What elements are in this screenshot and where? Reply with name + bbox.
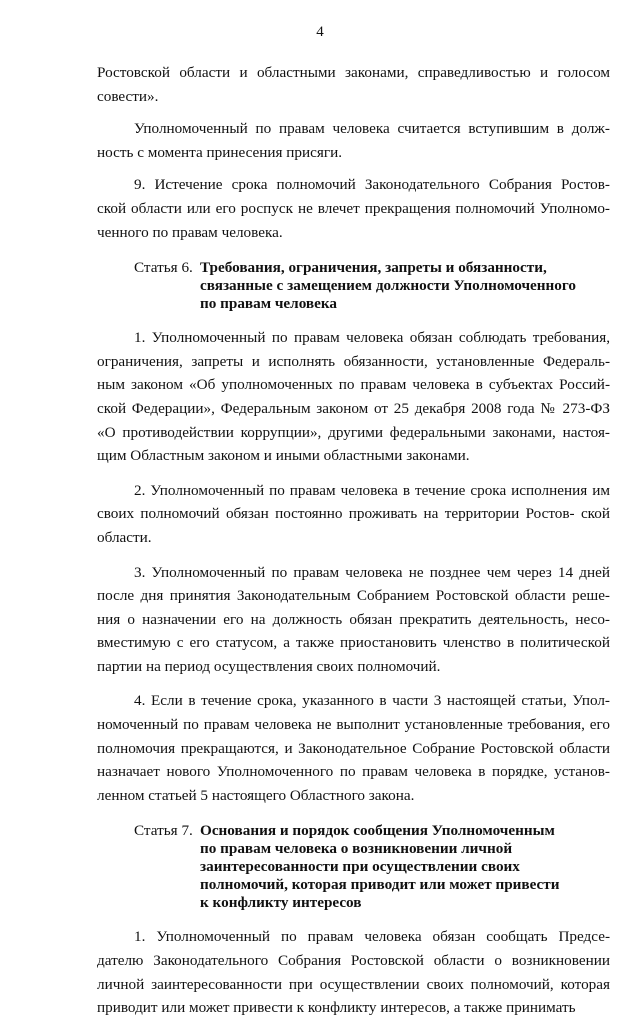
text-line: 4. Если в течение срока, указанного в части 3 настоящей статьи, Упол- <box>134 692 610 710</box>
text-line: им своих полномочий обязан постоянно проживать на территории Ростов- <box>97 481 610 523</box>
text-line: 1. Уполномоченный по правам человека обязан сообщать Предсе- <box>134 928 610 946</box>
article6-title <box>200 259 600 313</box>
text-line: ченного по правам человека. <box>97 223 283 241</box>
title-line: Требования, ограничения, запреты и обязанности, <box>200 259 547 277</box>
paragraph <box>97 117 610 164</box>
text-line: ным законом «Об уполномоченных по правам человека в субъектах Россий- <box>97 376 610 394</box>
text-line: щим Областным законом и иными областными законами. <box>97 447 470 465</box>
text-line: личной заинтересованности при осуществлении своих полномочий, которая <box>97 975 610 993</box>
text-line: Уполномоченный по правам человека считается вступившим в долж- <box>134 120 610 138</box>
document-body <box>97 61 610 1020</box>
title-line: заинтересованности при осуществлении своих <box>200 858 520 876</box>
paragraph <box>97 479 610 550</box>
article6-heading <box>97 259 610 313</box>
text-line: ность с момента принесения присяги. <box>97 143 343 161</box>
paragraph <box>97 561 610 679</box>
title-line: Основания и порядок сообщения Уполномоченным <box>200 822 555 840</box>
text-line: полномочия прекращаются, и Законодательное Собрание Ростовской области <box>97 739 610 757</box>
article7-title <box>200 822 600 912</box>
text-line: номоченный по правам человека не выполнит установленные требования, его <box>97 716 610 734</box>
article7-heading <box>97 822 610 912</box>
paragraph <box>97 689 610 807</box>
title-line: по правам человека о возникновении личной <box>200 840 513 858</box>
text-line: ской области или его роспуск не влечет прекращения полномочий Уполномо- <box>97 199 610 217</box>
title-line: полномочий, которая приводит или может привести <box>200 876 560 894</box>
text-line: назначает нового Уполномоченного по правам человека в порядке, установ- <box>97 763 610 781</box>
text-line: «О противодействии коррупции», другими федеральными законами, настоя- <box>97 423 610 441</box>
article7-label: Статья 7. <box>134 822 193 840</box>
text-line: приводит или может привести к конфликту интересов, а также принимать <box>97 999 576 1017</box>
title-line: к конфликту интересов <box>200 894 362 912</box>
text-line: 3. Уполномоченный по правам человека не позднее чем через 14 дней <box>134 563 610 581</box>
text-line: Ростовской области и областными законами, справедливостью и голосом <box>97 64 610 81</box>
paragraph <box>97 326 610 468</box>
paragraph <box>97 61 610 108</box>
text-line: 1. Уполномоченный по правам человека обязан соблюдать требования, <box>134 329 610 347</box>
paragraph <box>97 173 610 244</box>
text-line: ской области. <box>97 505 611 546</box>
article6-label: Статья 6. <box>134 259 193 277</box>
text-line: вместимую с его статусом, а также приостановить членство в политической <box>97 634 610 652</box>
text-line: ограничения, запреты и исполнять обязанности, установленные Федераль- <box>97 352 610 370</box>
text-line: 2. Уполномоченный по правам человека в течение срока исполнения <box>134 481 588 499</box>
title-line: по правам человека <box>200 295 337 313</box>
page-number: 4 <box>316 24 324 40</box>
text-line: ния о назначении его на должность обязан прекратить деятельность, несо- <box>97 610 610 628</box>
text-line: совести». <box>97 87 159 105</box>
text-line: ской Федерации», Федеральным законом от 25 декабря 2008 года № 273-ФЗ <box>97 399 610 417</box>
text-line: 9. Истечение срока полномочий Законодательного Собрания Ростов- <box>134 176 610 194</box>
paragraph <box>97 925 610 1019</box>
title-line: связанные с замещением должности Уполномоченного <box>200 277 576 295</box>
text-line: после дня принятия Законодательным Собранием Ростовской области реше- <box>97 587 610 605</box>
text-line: ленном статьей 5 настоящего Областного закона. <box>97 786 415 804</box>
text-line: дателю Законодательного Собрания Ростовской области о возникновении <box>97 952 610 970</box>
text-line: партии на период осуществления своих полномочий. <box>97 657 441 675</box>
